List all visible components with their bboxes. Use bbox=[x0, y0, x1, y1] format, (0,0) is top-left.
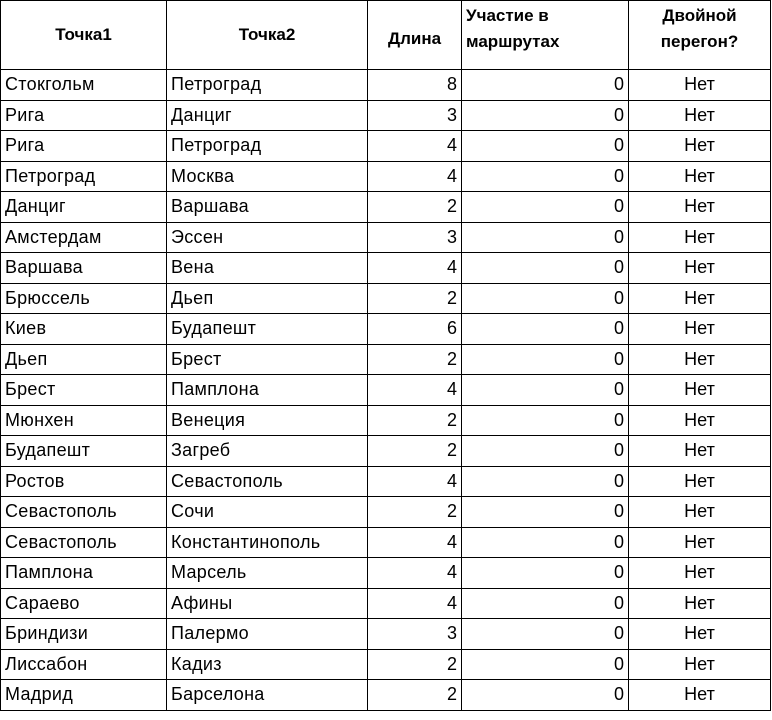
cell-to[interactable]: Палермо bbox=[167, 619, 368, 650]
cell-to[interactable]: Венеция bbox=[167, 405, 368, 436]
cell-to[interactable]: Данциг bbox=[167, 100, 368, 131]
cell-to[interactable]: Севастополь bbox=[167, 466, 368, 497]
cell-length[interactable]: 2 bbox=[368, 497, 462, 528]
cell-from[interactable]: Севастополь bbox=[1, 527, 167, 558]
table-row bbox=[1, 253, 771, 284]
cell-routes[interactable]: 0 bbox=[462, 161, 629, 192]
cell-double[interactable]: Нет bbox=[629, 527, 771, 558]
cell-to[interactable]: Афины bbox=[167, 588, 368, 619]
cell-double[interactable]: Нет bbox=[629, 100, 771, 131]
cell-double[interactable]: Нет bbox=[629, 283, 771, 314]
cell-from[interactable]: Мадрид bbox=[1, 680, 167, 711]
table-row bbox=[1, 283, 771, 314]
header-length[interactable]: Длина bbox=[368, 1, 462, 70]
cell-to[interactable]: Константинополь bbox=[167, 527, 368, 558]
table-row bbox=[1, 588, 771, 619]
cell-length[interactable]: 4 bbox=[368, 253, 462, 284]
cell-to[interactable]: Дьеп bbox=[167, 283, 368, 314]
cell-from[interactable]: Рига bbox=[1, 100, 167, 131]
table-row bbox=[1, 192, 771, 223]
cell-routes[interactable]: 0 bbox=[462, 70, 629, 101]
cell-from[interactable]: Севастополь bbox=[1, 497, 167, 528]
cell-routes[interactable]: 0 bbox=[462, 558, 629, 589]
cell-routes[interactable]: 0 bbox=[462, 131, 629, 162]
cell-from[interactable]: Памплона bbox=[1, 558, 167, 589]
cell-from[interactable]: Данциг bbox=[1, 192, 167, 223]
cell-to[interactable]: Петроград bbox=[167, 70, 368, 101]
cell-length[interactable]: 2 bbox=[368, 344, 462, 375]
table-row bbox=[1, 100, 771, 131]
cell-double[interactable]: Нет bbox=[629, 344, 771, 375]
cell-length[interactable]: 4 bbox=[368, 131, 462, 162]
cell-double[interactable]: Нет bbox=[629, 558, 771, 589]
cell-length[interactable]: 2 bbox=[368, 680, 462, 711]
cell-double[interactable]: Нет bbox=[629, 161, 771, 192]
cell-to[interactable]: Кадиз bbox=[167, 649, 368, 680]
cell-double[interactable]: Нет bbox=[629, 253, 771, 284]
table-row bbox=[1, 375, 771, 406]
table-row bbox=[1, 497, 771, 528]
cell-length[interactable]: 4 bbox=[368, 588, 462, 619]
table-row bbox=[1, 680, 771, 711]
cell-from[interactable]: Рига bbox=[1, 131, 167, 162]
cell-double[interactable]: Нет bbox=[629, 222, 771, 253]
table-row bbox=[1, 649, 771, 680]
cell-to[interactable]: Эссен bbox=[167, 222, 368, 253]
table-row bbox=[1, 619, 771, 650]
cell-double[interactable]: Нет bbox=[629, 436, 771, 467]
cell-routes[interactable]: 0 bbox=[462, 649, 629, 680]
cell-length[interactable]: 6 bbox=[368, 314, 462, 345]
cell-to[interactable]: Загреб bbox=[167, 436, 368, 467]
cell-length[interactable]: 3 bbox=[368, 222, 462, 253]
cell-routes[interactable]: 0 bbox=[462, 283, 629, 314]
cell-length[interactable]: 4 bbox=[368, 558, 462, 589]
cell-double[interactable]: Нет bbox=[629, 314, 771, 345]
cell-routes[interactable]: 0 bbox=[462, 405, 629, 436]
table-row bbox=[1, 314, 771, 345]
cell-length[interactable]: 2 bbox=[368, 436, 462, 467]
cell-routes[interactable]: 0 bbox=[462, 222, 629, 253]
cell-double[interactable]: Нет bbox=[629, 588, 771, 619]
cell-length[interactable]: 2 bbox=[368, 649, 462, 680]
cell-routes[interactable]: 0 bbox=[462, 436, 629, 467]
cell-length[interactable]: 8 bbox=[368, 70, 462, 101]
cell-length[interactable]: 2 bbox=[368, 192, 462, 223]
cell-from[interactable]: Брест bbox=[1, 375, 167, 406]
header-routes[interactable]: Участие в маршрутах bbox=[462, 1, 629, 70]
table-row bbox=[1, 466, 771, 497]
cell-double[interactable]: Нет bbox=[629, 131, 771, 162]
cell-to[interactable]: Марсель bbox=[167, 558, 368, 589]
cell-routes[interactable]: 0 bbox=[462, 588, 629, 619]
cell-from[interactable]: Брюссель bbox=[1, 283, 167, 314]
cell-from[interactable]: Ростов bbox=[1, 466, 167, 497]
cell-from[interactable]: Дьеп bbox=[1, 344, 167, 375]
table-row bbox=[1, 558, 771, 589]
cell-to[interactable]: Сочи bbox=[167, 497, 368, 528]
cell-to[interactable]: Памплона bbox=[167, 375, 368, 406]
cell-length[interactable]: 4 bbox=[368, 375, 462, 406]
cell-from[interactable]: Бриндизи bbox=[1, 619, 167, 650]
cell-from[interactable]: Сараево bbox=[1, 588, 167, 619]
cell-double[interactable]: Нет bbox=[629, 649, 771, 680]
cell-routes[interactable]: 0 bbox=[462, 344, 629, 375]
cell-from[interactable]: Лиссабон bbox=[1, 649, 167, 680]
cell-from[interactable]: Киев bbox=[1, 314, 167, 345]
cell-from[interactable]: Петроград bbox=[1, 161, 167, 192]
cell-double[interactable]: Нет bbox=[629, 497, 771, 528]
table-row bbox=[1, 70, 771, 101]
header-from[interactable]: Точка1 bbox=[1, 1, 167, 70]
cell-routes[interactable]: 0 bbox=[462, 253, 629, 284]
table-row bbox=[1, 344, 771, 375]
table-row bbox=[1, 222, 771, 253]
cell-double[interactable]: Нет bbox=[629, 405, 771, 436]
cell-from[interactable]: Варшава bbox=[1, 253, 167, 284]
cell-length[interactable]: 4 bbox=[368, 466, 462, 497]
cell-length[interactable]: 3 bbox=[368, 619, 462, 650]
cell-length[interactable]: 2 bbox=[368, 283, 462, 314]
cell-double[interactable]: Нет bbox=[629, 192, 771, 223]
table-row bbox=[1, 131, 771, 162]
cell-double[interactable]: Нет bbox=[629, 680, 771, 711]
cell-length[interactable]: 4 bbox=[368, 527, 462, 558]
cell-from[interactable]: Будапешт bbox=[1, 436, 167, 467]
cell-routes[interactable]: 0 bbox=[462, 192, 629, 223]
header-double[interactable]: Двойной перегон? bbox=[629, 1, 771, 70]
cell-to[interactable]: Брест bbox=[167, 344, 368, 375]
cell-routes[interactable]: 0 bbox=[462, 619, 629, 650]
cell-length[interactable]: 2 bbox=[368, 405, 462, 436]
cell-to[interactable]: Варшава bbox=[167, 192, 368, 223]
header-to[interactable]: Точка2 bbox=[167, 1, 368, 70]
cell-from[interactable]: Мюнхен bbox=[1, 405, 167, 436]
cell-routes[interactable]: 0 bbox=[462, 375, 629, 406]
cell-routes[interactable]: 0 bbox=[462, 100, 629, 131]
cell-double[interactable]: Нет bbox=[629, 375, 771, 406]
cell-double[interactable]: Нет bbox=[629, 619, 771, 650]
cell-routes[interactable]: 0 bbox=[462, 314, 629, 345]
cell-to[interactable]: Барселона bbox=[167, 680, 368, 711]
table-row bbox=[1, 161, 771, 192]
cell-double[interactable]: Нет bbox=[629, 70, 771, 101]
cell-routes[interactable]: 0 bbox=[462, 680, 629, 711]
header-row bbox=[1, 1, 771, 70]
table-row bbox=[1, 405, 771, 436]
cell-length[interactable]: 3 bbox=[368, 100, 462, 131]
cell-routes[interactable]: 0 bbox=[462, 466, 629, 497]
cell-from[interactable]: Стокгольм bbox=[1, 70, 167, 101]
cell-from[interactable]: Амстердам bbox=[1, 222, 167, 253]
cell-to[interactable]: Будапешт bbox=[167, 314, 368, 345]
cell-to[interactable]: Петроград bbox=[167, 131, 368, 162]
cell-length[interactable]: 4 bbox=[368, 161, 462, 192]
table-row bbox=[1, 527, 771, 558]
cell-routes[interactable]: 0 bbox=[462, 527, 629, 558]
cell-to[interactable]: Вена bbox=[167, 253, 368, 284]
cell-double[interactable]: Нет bbox=[629, 466, 771, 497]
table-row bbox=[1, 436, 771, 467]
cell-to[interactable]: Москва bbox=[167, 161, 368, 192]
cell-routes[interactable]: 0 bbox=[462, 497, 629, 528]
